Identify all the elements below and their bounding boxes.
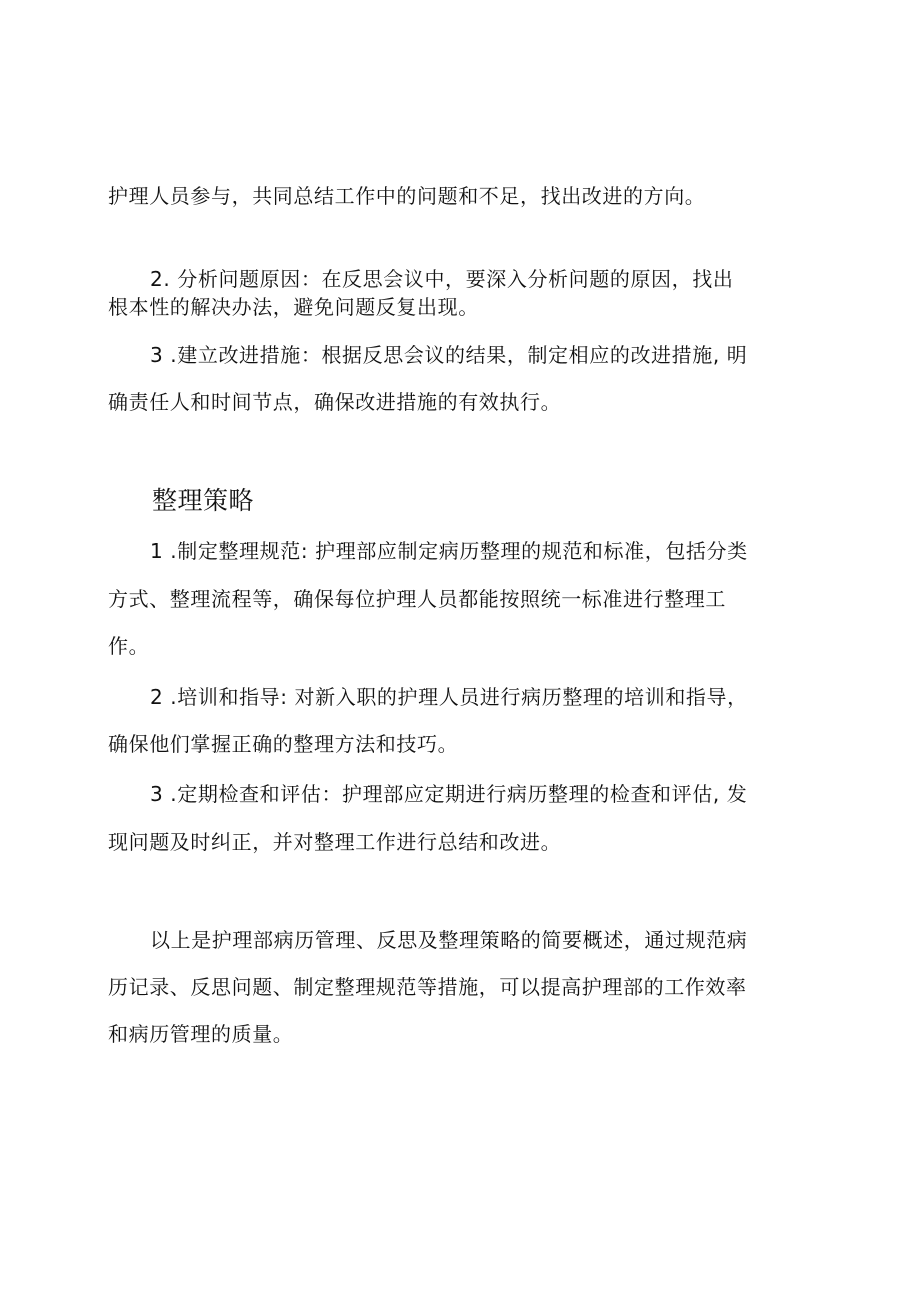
paragraph-line: 确责任人和时间节点，确保改进措施的有效执行。 (108, 390, 562, 414)
paragraph-line: 3 .定期检查和评估：护理部应定期进行病历整理的检查和评估, 发 (150, 782, 748, 806)
paragraph-line: 1 .制定整理规范: 护理部应制定病历整理的规范和标准，包括分类 (150, 539, 748, 563)
paragraph-line: 和病历管理的质量。 (108, 1022, 294, 1046)
paragraph-line: 历记录、反思问题、制定整理规范等措施，可以提高护理部的工作效率 (108, 975, 747, 999)
paragraph-line: 护理人员参与，共同总结工作中的问题和不足，找出改进的方向。 (108, 184, 706, 208)
paragraph-line: 根本性的解决办法，避免问题反复出现。 (108, 295, 479, 319)
paragraph-line: 确保他们掌握正确的整理方法和技巧。 (108, 732, 459, 756)
paragraph-line: 以上是护理部病历管理、反思及整理策略的简要概述，通过规范病 (150, 928, 748, 952)
section-heading: 整理策略 (152, 486, 255, 515)
paragraph-line: 作。 (108, 634, 150, 658)
paragraph-line: 方式、整理流程等，确保每位护理人员都能按照统一标准进行整理工 (108, 587, 726, 611)
paragraph-line: 3 .建立改进措施：根据反思会议的结果，制定相应的改进措施, 明 (150, 343, 748, 367)
paragraph-line: 2. 分析问题原因：在反思会议中，要深入分析问题的原因，找出 (150, 267, 734, 291)
paragraph-line: 2 .培训和指导: 对新入职的护理人员进行病历整理的培训和指导， (150, 685, 748, 709)
paragraph-line: 现问题及时纠正，并对整理工作进行总结和改进。 (108, 830, 562, 854)
